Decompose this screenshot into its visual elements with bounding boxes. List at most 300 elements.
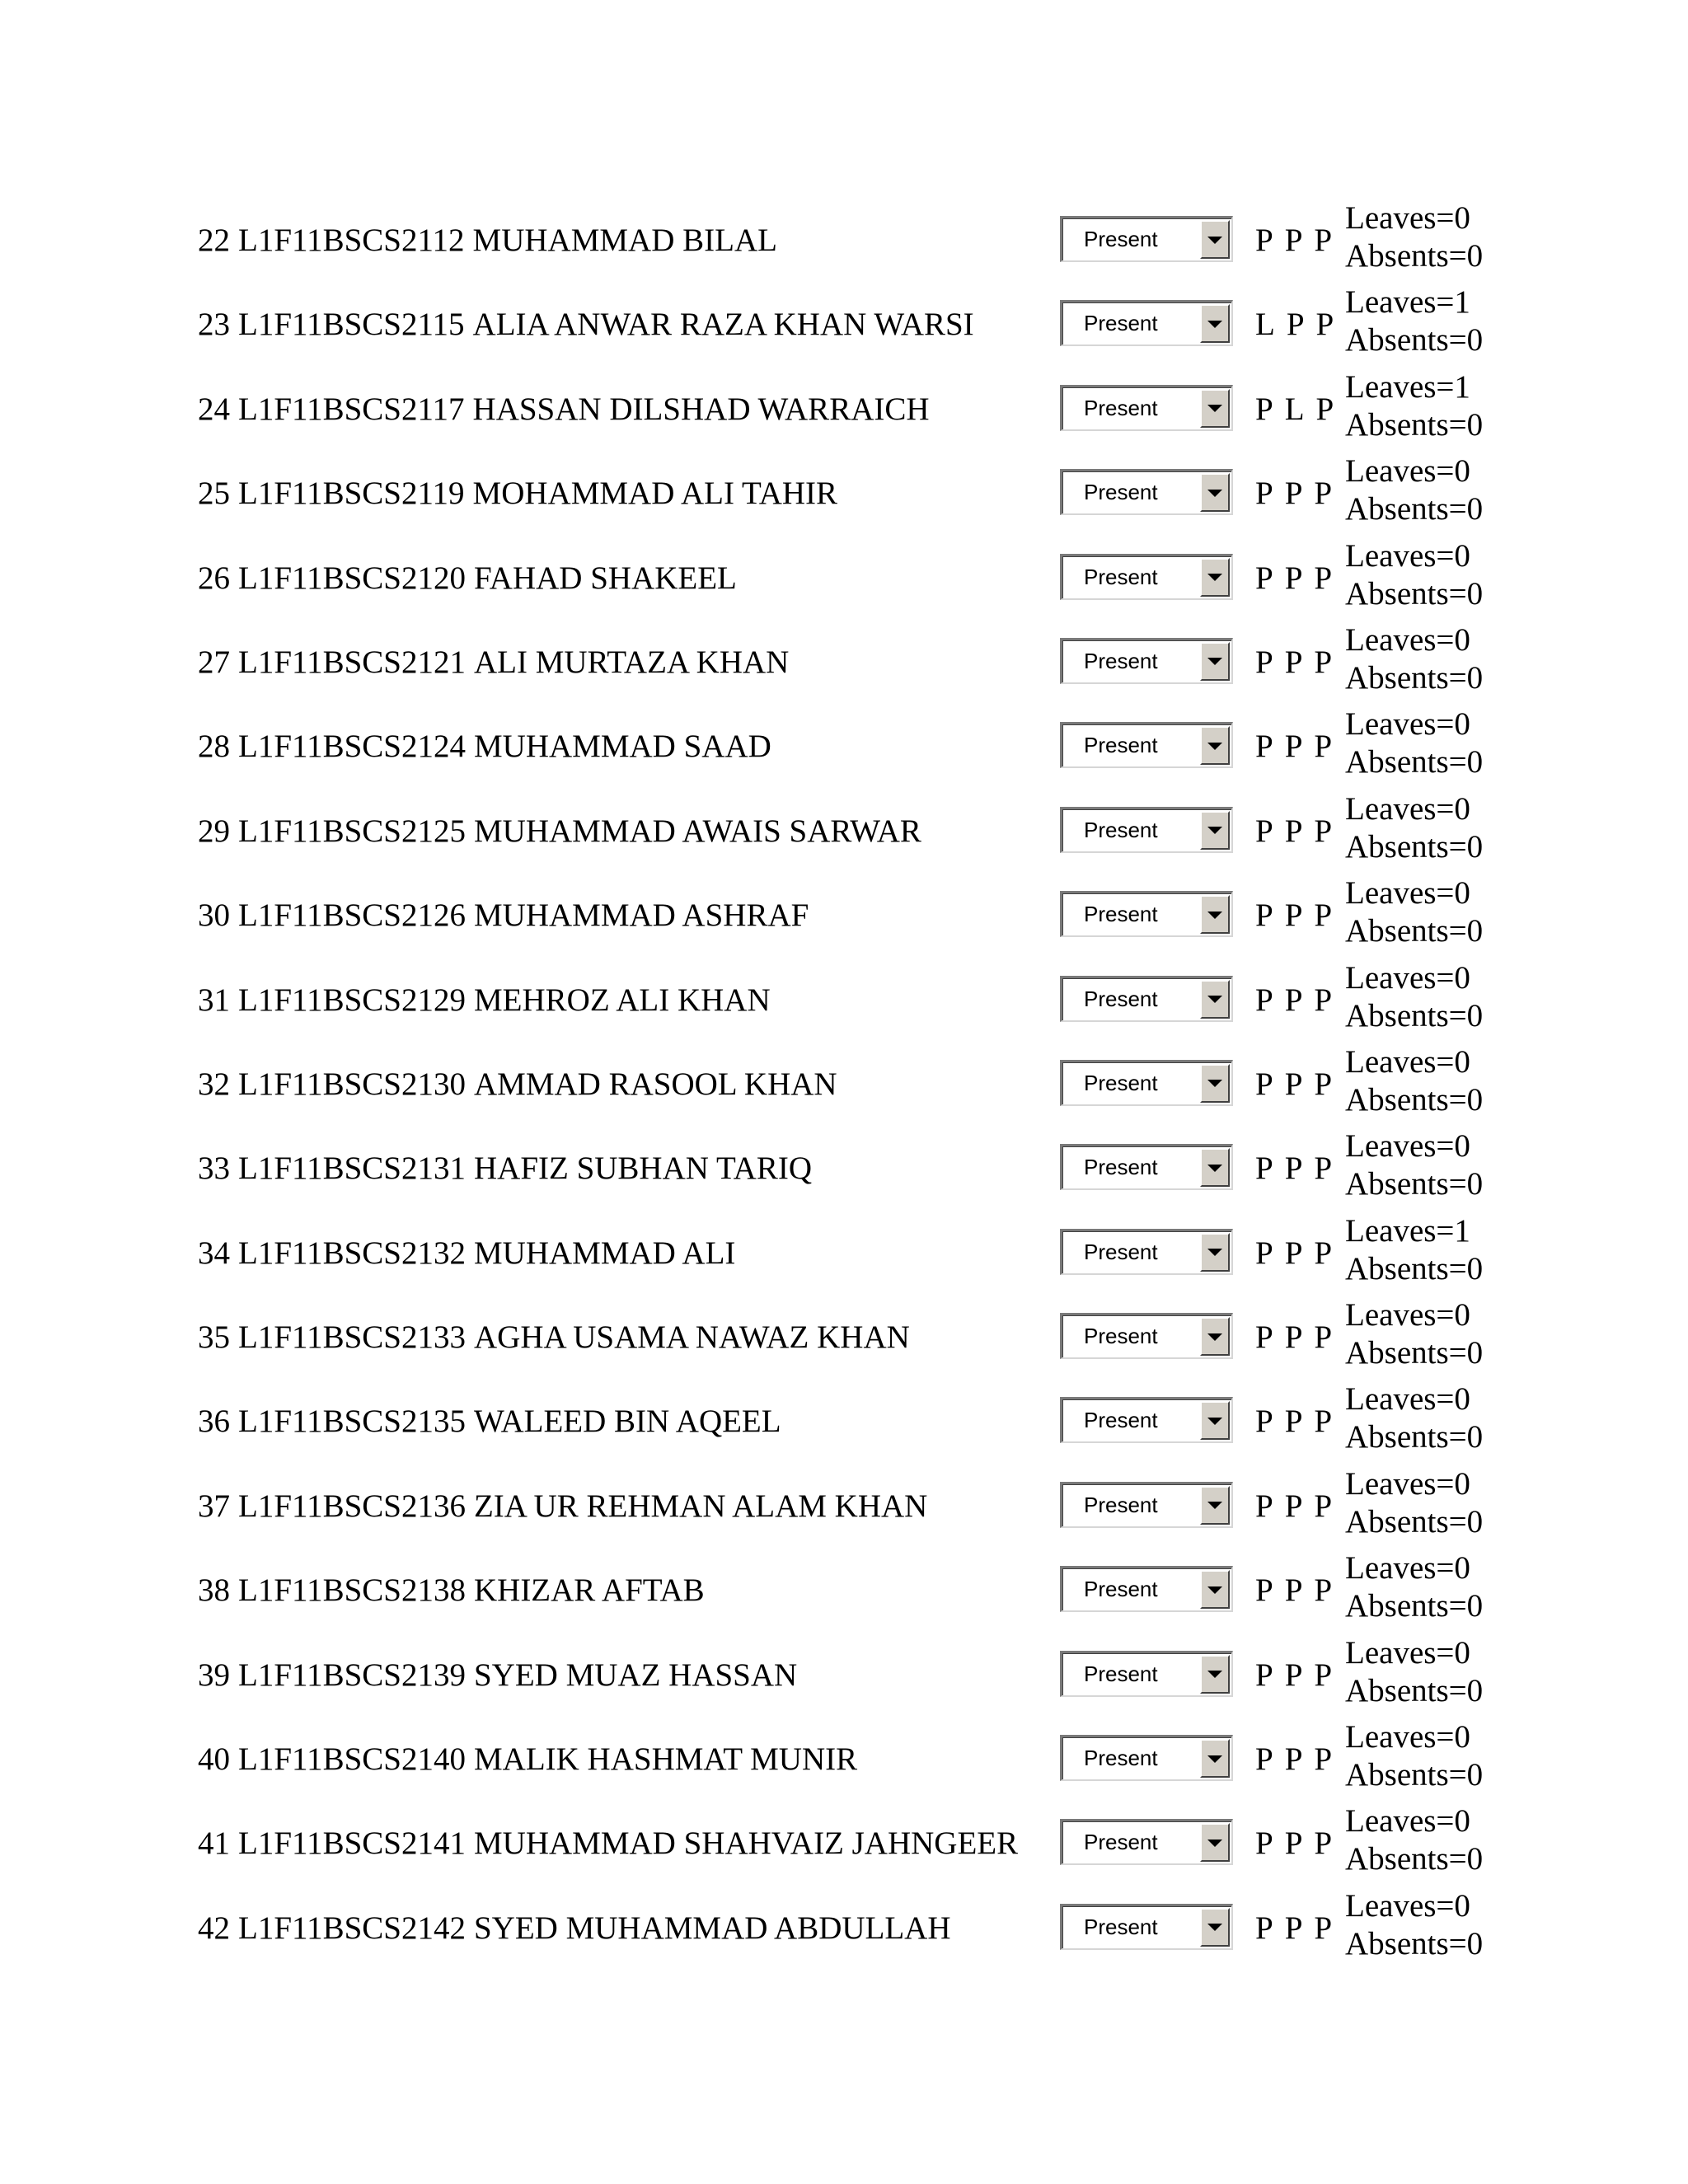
history-mark-3: P <box>1314 1066 1333 1102</box>
history-mark-3: P <box>1314 1404 1333 1440</box>
leaves-count: Leaves=0 <box>1345 1043 1470 1080</box>
student-name: AMMAD RASOOL KHAN <box>473 1066 837 1102</box>
absents-count: Absents=0 <box>1345 1081 1484 1118</box>
absents-count: Absents=0 <box>1345 1250 1484 1286</box>
selected-status: Present <box>1084 1155 1158 1180</box>
attendance-status-select[interactable] <box>1060 638 1233 684</box>
attendance-history <box>1255 560 1343 597</box>
attendance-status-select[interactable] <box>1060 891 1233 937</box>
absents-count: Absents=0 <box>1345 913 1484 949</box>
student-name: FAHAD SHAKEEL <box>473 560 737 596</box>
serial-number: 24 <box>198 391 230 427</box>
attendance-totals <box>1345 959 1483 1035</box>
attendance-status-select[interactable] <box>1060 1229 1233 1275</box>
attendance-status-select[interactable] <box>1060 1904 1233 1950</box>
absents-count: Absents=0 <box>1345 1588 1484 1624</box>
history-mark-3: P <box>1314 982 1333 1018</box>
selected-status: Present <box>1084 395 1158 420</box>
roll-number: L1F11BSCS2129 <box>238 982 466 1018</box>
selected-status: Present <box>1084 902 1158 927</box>
history-mark-2: P <box>1286 307 1305 343</box>
selected-status: Present <box>1084 648 1158 673</box>
selected-status: Present <box>1084 1070 1158 1095</box>
dropdown-button[interactable] <box>1200 220 1230 259</box>
chevron-down-icon <box>1207 1586 1222 1594</box>
absents-count: Absents=0 <box>1345 491 1484 527</box>
attendance-history <box>1255 644 1343 681</box>
absents-count: Absents=0 <box>1345 575 1484 612</box>
absents-count: Absents=0 <box>1345 322 1484 359</box>
serial-number: 25 <box>198 476 230 512</box>
attendance-totals <box>1345 1634 1483 1710</box>
absents-count: Absents=0 <box>1345 406 1484 443</box>
student-info <box>198 1572 705 1609</box>
dropdown-button[interactable] <box>1200 1148 1230 1187</box>
selected-status: Present <box>1084 1830 1158 1855</box>
student-info <box>198 644 789 681</box>
history-mark-2: P <box>1284 644 1303 680</box>
absents-count: Absents=0 <box>1345 1335 1484 1371</box>
attendance-row <box>198 1549 1550 1633</box>
history-mark-2: P <box>1284 1825 1303 1862</box>
attendance-history <box>1255 1235 1343 1272</box>
roll-number: L1F11BSCS2117 <box>238 391 465 427</box>
attendance-row <box>198 1127 1550 1212</box>
serial-number: 22 <box>198 223 230 258</box>
attendance-row <box>198 1465 1550 1549</box>
attendance-row <box>198 452 1550 537</box>
history-mark-2: P <box>1284 1488 1303 1524</box>
attendance-history <box>1255 223 1343 259</box>
chevron-down-icon <box>1207 1165 1222 1172</box>
attendance-history <box>1255 1319 1343 1356</box>
attendance-totals <box>1345 368 1483 444</box>
history-mark-1: P <box>1255 560 1273 596</box>
student-name: MUHAMMAD AWAIS SARWAR <box>473 813 921 849</box>
student-info <box>198 813 921 850</box>
attendance-history <box>1255 813 1343 850</box>
selected-status: Present <box>1084 817 1158 842</box>
attendance-row <box>198 705 1550 790</box>
student-info <box>198 1825 1018 1862</box>
history-mark-2: P <box>1284 898 1303 934</box>
history-mark-1: P <box>1255 813 1273 849</box>
student-name: AGHA USAMA NAWAZ KHAN <box>473 1319 910 1356</box>
roll-number: L1F11BSCS2142 <box>238 1910 466 1946</box>
chevron-down-icon <box>1207 321 1222 328</box>
absents-count: Absents=0 <box>1345 1757 1484 1793</box>
dropdown-button[interactable] <box>1200 1486 1230 1525</box>
leaves-count: Leaves=0 <box>1345 453 1470 490</box>
attendance-totals <box>1345 1296 1483 1372</box>
attendance-status-select[interactable] <box>1060 385 1233 431</box>
selected-status: Present <box>1084 1661 1158 1686</box>
dropdown-button[interactable] <box>1200 895 1230 934</box>
dropdown-button[interactable] <box>1200 389 1230 428</box>
leaves-count: Leaves=1 <box>1345 1212 1470 1249</box>
roll-number: L1F11BSCS2126 <box>238 898 466 934</box>
chevron-down-icon <box>1207 1502 1222 1509</box>
selected-status: Present <box>1084 1239 1158 1264</box>
student-info <box>198 307 974 343</box>
dropdown-button[interactable] <box>1200 811 1230 850</box>
student-name: MUHAMMAD BILAL <box>472 223 777 258</box>
serial-number: 26 <box>198 560 230 596</box>
attendance-status-select[interactable] <box>1060 1819 1233 1865</box>
attendance-status-select[interactable] <box>1060 1397 1233 1443</box>
serial-number: 31 <box>198 982 230 1018</box>
dropdown-button[interactable] <box>1200 1401 1230 1440</box>
serial-number: 39 <box>198 1657 230 1693</box>
absents-count: Absents=0 <box>1345 828 1484 865</box>
selected-status: Present <box>1084 1746 1158 1771</box>
chevron-down-icon <box>1207 1080 1222 1087</box>
history-mark-2: P <box>1284 476 1303 512</box>
chevron-down-icon <box>1207 1924 1222 1931</box>
dropdown-button[interactable] <box>1200 1233 1230 1272</box>
chevron-down-icon <box>1207 743 1222 750</box>
leaves-count: Leaves=0 <box>1345 1297 1470 1333</box>
leaves-count: Leaves=0 <box>1345 1465 1470 1502</box>
history-mark-3: P <box>1314 813 1333 849</box>
attendance-row <box>198 1296 1550 1380</box>
roll-number: L1F11BSCS2140 <box>238 1741 466 1778</box>
serial-number: 41 <box>198 1825 230 1862</box>
history-mark-2: L <box>1284 391 1305 427</box>
history-mark-3: P <box>1315 307 1334 343</box>
student-info <box>198 476 837 512</box>
leaves-count: Leaves=0 <box>1345 1634 1470 1671</box>
leaves-count: Leaves=0 <box>1345 875 1470 912</box>
student-name: ALI MURTAZA KHAN <box>473 644 790 680</box>
history-mark-2: P <box>1284 729 1303 765</box>
serial-number: 33 <box>198 1151 230 1187</box>
history-mark-3: P <box>1314 560 1333 596</box>
attendance-status-select[interactable] <box>1060 554 1233 600</box>
attendance-row <box>198 199 1550 284</box>
student-name: SYED MUHAMMAD ABDULLAH <box>473 1910 951 1946</box>
history-mark-2: P <box>1284 1151 1303 1187</box>
attendance-status-select[interactable] <box>1060 300 1233 346</box>
history-mark-1: P <box>1255 729 1273 765</box>
history-mark-3: P <box>1314 1151 1333 1187</box>
history-mark-2: P <box>1284 813 1303 849</box>
serial-number: 23 <box>198 307 230 343</box>
history-mark-1: P <box>1255 1066 1273 1102</box>
attendance-totals <box>1345 621 1483 697</box>
history-mark-1: P <box>1255 1825 1273 1862</box>
leaves-count: Leaves=0 <box>1345 1381 1470 1418</box>
student-name: MUHAMMAD ALI <box>473 1235 736 1271</box>
attendance-list <box>198 199 1550 1971</box>
leaves-count: Leaves=0 <box>1345 1128 1470 1165</box>
history-mark-1: P <box>1255 1741 1273 1778</box>
absents-count: Absents=0 <box>1345 659 1484 696</box>
attendance-row <box>198 621 1550 705</box>
leaves-count: Leaves=0 <box>1345 1719 1470 1755</box>
history-mark-3: P <box>1314 1910 1333 1946</box>
history-mark-2: P <box>1284 1572 1303 1609</box>
history-mark-2: P <box>1284 1066 1303 1102</box>
roll-number: L1F11BSCS2135 <box>238 1404 466 1440</box>
attendance-row <box>198 1634 1550 1718</box>
attendance-status-select[interactable] <box>1060 469 1233 515</box>
student-name: MUHAMMAD SAAD <box>473 729 771 765</box>
student-info <box>198 1657 797 1694</box>
history-mark-3: P <box>1314 1488 1333 1524</box>
roll-number: L1F11BSCS2133 <box>238 1319 466 1356</box>
attendance-status-select[interactable] <box>1060 216 1233 262</box>
history-mark-2: P <box>1284 1235 1303 1271</box>
absents-count: Absents=0 <box>1345 1166 1484 1202</box>
attendance-status-select[interactable] <box>1060 1651 1233 1697</box>
student-info <box>198 1910 951 1947</box>
history-mark-1: P <box>1255 223 1273 258</box>
attendance-row <box>198 1718 1550 1802</box>
dropdown-button[interactable] <box>1200 1064 1230 1103</box>
attendance-history <box>1255 1741 1343 1778</box>
attendance-totals <box>1345 1802 1483 1878</box>
history-mark-2: P <box>1284 223 1303 258</box>
attendance-row <box>198 874 1550 958</box>
chevron-down-icon <box>1207 1755 1222 1763</box>
selected-status: Present <box>1084 480 1158 505</box>
student-name: MEHROZ ALI KHAN <box>473 982 771 1018</box>
attendance-totals <box>1345 1380 1483 1456</box>
student-name: WALEED BIN AQEEL <box>473 1404 781 1440</box>
absents-count: Absents=0 <box>1345 238 1484 274</box>
student-name: KHIZAR AFTAB <box>473 1572 705 1609</box>
serial-number: 38 <box>198 1572 230 1609</box>
selected-status: Present <box>1084 227 1158 251</box>
chevron-down-icon <box>1207 996 1222 1003</box>
dropdown-button[interactable] <box>1200 1655 1230 1694</box>
attendance-history <box>1255 1488 1343 1525</box>
history-mark-1: P <box>1255 1319 1273 1356</box>
chevron-down-icon <box>1207 574 1222 581</box>
student-info <box>198 1488 927 1525</box>
roll-number: L1F11BSCS2138 <box>238 1572 466 1609</box>
attendance-row <box>198 790 1550 874</box>
history-mark-3: P <box>1314 1825 1333 1862</box>
student-name: MUHAMMAD ASHRAF <box>473 898 809 934</box>
leaves-count: Leaves=1 <box>1345 368 1470 405</box>
leaves-count: Leaves=1 <box>1345 284 1470 321</box>
history-mark-2: P <box>1284 1741 1303 1778</box>
history-mark-1: P <box>1255 1151 1273 1187</box>
attendance-history <box>1255 1066 1343 1103</box>
dropdown-button[interactable] <box>1200 1317 1230 1356</box>
chevron-down-icon <box>1207 1333 1222 1341</box>
attendance-status-select[interactable] <box>1060 1313 1233 1359</box>
chevron-down-icon <box>1207 827 1222 834</box>
history-mark-1: P <box>1255 391 1273 427</box>
dropdown-button[interactable] <box>1200 1823 1230 1862</box>
roll-number: L1F11BSCS2121 <box>238 644 466 680</box>
history-mark-3: P <box>1314 1741 1333 1778</box>
absents-count: Absents=0 <box>1345 997 1484 1033</box>
student-info <box>198 898 809 934</box>
leaves-count: Leaves=0 <box>1345 790 1470 827</box>
absents-count: Absents=0 <box>1345 1841 1484 1877</box>
attendance-totals <box>1345 1465 1483 1541</box>
attendance-row <box>198 368 1550 452</box>
dropdown-button[interactable] <box>1200 473 1230 512</box>
attendance-history <box>1255 391 1345 428</box>
attendance-totals <box>1345 452 1483 528</box>
student-info <box>198 1404 781 1440</box>
student-info <box>198 1151 812 1187</box>
selected-status: Present <box>1084 1408 1158 1433</box>
leaves-count: Leaves=0 <box>1345 1803 1470 1840</box>
student-info <box>198 1319 910 1356</box>
dropdown-button[interactable] <box>1200 642 1230 681</box>
attendance-totals <box>1345 1212 1483 1288</box>
student-info <box>198 982 771 1019</box>
attendance-row <box>198 1043 1550 1127</box>
history-mark-1: P <box>1255 476 1273 512</box>
serial-number: 37 <box>198 1488 230 1524</box>
dropdown-button[interactable] <box>1200 1570 1230 1609</box>
history-mark-3: P <box>1314 729 1333 765</box>
history-mark-3: P <box>1314 644 1333 680</box>
history-mark-3: P <box>1314 1572 1333 1609</box>
attendance-row <box>198 1887 1550 1971</box>
attendance-status-select[interactable] <box>1060 1060 1233 1106</box>
history-mark-3: P <box>1315 391 1334 427</box>
student-name: MUHAMMAD SHAHVAIZ JAHNGEER <box>473 1825 1019 1862</box>
history-mark-3: P <box>1314 1657 1333 1693</box>
attendance-row <box>198 1802 1550 1886</box>
attendance-history <box>1255 476 1343 512</box>
selected-status: Present <box>1084 986 1158 1011</box>
history-mark-1: P <box>1255 898 1273 934</box>
serial-number: 32 <box>198 1066 230 1102</box>
history-mark-1: P <box>1255 644 1273 680</box>
dropdown-button[interactable] <box>1200 980 1230 1019</box>
chevron-down-icon <box>1207 490 1222 497</box>
selected-status: Present <box>1084 1324 1158 1349</box>
dropdown-button[interactable] <box>1200 304 1230 343</box>
roll-number: L1F11BSCS2131 <box>238 1151 466 1187</box>
history-mark-3: P <box>1314 898 1333 934</box>
serial-number: 40 <box>198 1741 230 1778</box>
attendance-history <box>1255 1825 1343 1862</box>
attendance-row <box>198 1380 1550 1465</box>
history-mark-1: P <box>1255 1404 1273 1440</box>
attendance-totals <box>1345 1043 1483 1119</box>
history-mark-2: P <box>1284 1319 1303 1356</box>
attendance-totals <box>1345 199 1483 275</box>
attendance-history <box>1255 1910 1343 1947</box>
attendance-totals <box>1345 1718 1483 1794</box>
attendance-totals <box>1345 1127 1483 1203</box>
history-mark-2: P <box>1284 1404 1303 1440</box>
serial-number: 36 <box>198 1404 230 1440</box>
history-mark-3: P <box>1314 476 1333 512</box>
attendance-history <box>1255 898 1343 934</box>
chevron-down-icon <box>1207 1840 1222 1847</box>
attendance-totals <box>1345 537 1483 613</box>
serial-number: 42 <box>198 1910 230 1946</box>
chevron-down-icon <box>1207 1671 1222 1678</box>
chevron-down-icon <box>1207 237 1222 244</box>
history-mark-3: P <box>1314 1235 1333 1271</box>
selected-status: Present <box>1084 564 1158 589</box>
roll-number: L1F11BSCS2120 <box>238 560 466 596</box>
roll-number: L1F11BSCS2112 <box>238 223 465 258</box>
attendance-history <box>1255 1404 1343 1440</box>
student-info <box>198 1066 837 1103</box>
serial-number: 29 <box>198 813 230 849</box>
attendance-status-select[interactable] <box>1060 1144 1233 1190</box>
attendance-row <box>198 1212 1550 1296</box>
student-name: MALIK HASHMAT MUNIR <box>473 1741 858 1778</box>
history-mark-2: P <box>1284 1657 1303 1693</box>
attendance-status-select[interactable] <box>1060 807 1233 853</box>
attendance-totals <box>1345 1549 1483 1625</box>
history-mark-1: P <box>1255 982 1273 1018</box>
attendance-status-select[interactable] <box>1060 1482 1233 1528</box>
leaves-count: Leaves=0 <box>1345 706 1470 743</box>
roll-number: L1F11BSCS2119 <box>238 476 465 512</box>
history-mark-1: P <box>1255 1572 1273 1609</box>
attendance-row <box>198 959 1550 1043</box>
student-name: MOHAMMAD ALI TAHIR <box>472 476 838 512</box>
student-name: ZIA UR REHMAN ALAM KHAN <box>473 1488 928 1524</box>
selected-status: Present <box>1084 311 1158 336</box>
attendance-history <box>1255 1151 1343 1187</box>
student-info <box>198 729 771 765</box>
leaves-count: Leaves=0 <box>1345 621 1470 658</box>
serial-number: 35 <box>198 1319 230 1356</box>
attendance-history <box>1255 1657 1343 1694</box>
absents-count: Absents=0 <box>1345 1925 1484 1961</box>
attendance-status-select[interactable] <box>1060 1735 1233 1781</box>
selected-status: Present <box>1084 1914 1158 1939</box>
attendance-totals <box>1345 284 1483 359</box>
dropdown-button[interactable] <box>1200 726 1230 765</box>
student-info <box>198 1741 857 1778</box>
chevron-down-icon <box>1207 1418 1222 1425</box>
roll-number: L1F11BSCS2130 <box>238 1066 466 1102</box>
attendance-status-select[interactable] <box>1060 976 1233 1022</box>
leaves-count: Leaves=0 <box>1345 200 1470 236</box>
history-mark-2: P <box>1284 982 1303 1018</box>
leaves-count: Leaves=0 <box>1345 1550 1470 1586</box>
attendance-status-select[interactable] <box>1060 722 1233 768</box>
chevron-down-icon <box>1207 912 1222 919</box>
history-mark-3: P <box>1314 223 1333 258</box>
attendance-status-select[interactable] <box>1060 1566 1233 1612</box>
dropdown-button[interactable] <box>1200 1908 1230 1947</box>
history-mark-1: P <box>1255 1910 1273 1946</box>
dropdown-button[interactable] <box>1200 558 1230 597</box>
attendance-history <box>1255 1572 1343 1609</box>
attendance-row <box>198 284 1550 368</box>
serial-number: 28 <box>198 729 230 765</box>
absents-count: Absents=0 <box>1345 1503 1484 1540</box>
student-info <box>198 1235 735 1272</box>
roll-number: L1F11BSCS2132 <box>238 1235 466 1271</box>
attendance-totals <box>1345 705 1483 781</box>
attendance-totals <box>1345 790 1483 866</box>
history-mark-2: P <box>1284 560 1303 596</box>
leaves-count: Leaves=0 <box>1345 537 1470 574</box>
dropdown-button[interactable] <box>1200 1739 1230 1778</box>
serial-number: 34 <box>198 1235 230 1271</box>
absents-count: Absents=0 <box>1345 744 1484 780</box>
